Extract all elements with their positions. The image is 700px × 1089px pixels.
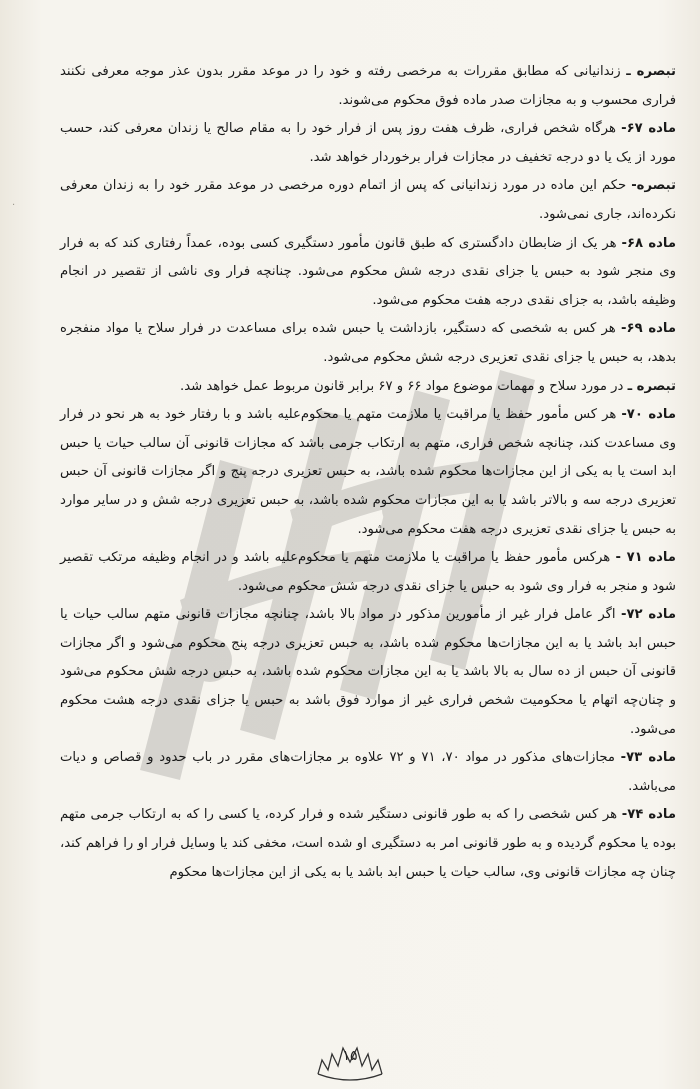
- paragraph-article-73: [60, 744, 676, 801]
- paragraph-label: ماده ۷۳-: [620, 750, 676, 766]
- paragraph-article-69: [60, 315, 676, 372]
- page-number-ornament: [310, 1030, 390, 1082]
- paragraph-article-70: [60, 401, 676, 544]
- paragraph-text: مجازات‌های مذکور در مواد ۷۰، ۷۱ و ۷۲ علاوه بر مجازات‌های مقرر در باب حدود و قصاص و دیات می‌باشد.: [60, 750, 676, 794]
- paragraph-text: هر کس مأمور حفظ یا مراقبت یا ملازمت متهم یا محکوم‌علیه باشد و با رفتار خود به هر نحو در فرار وی مساعدت کند، چنانچه شخص فراری، متهم به ارتکاب جرمی باشد که مجازات قانونی آن سالب حیات یا حبس ابد است یا به یکی از این مجازات‌ها محکوم شده باشد، به حبس تعزیری درجه پنج و اگر مجازات قانونی آن حبس تعزیری درجه سه و بالاتر باشد یا به این مجازات محکوم شده باشد، به حبس تعزیری درجه شش و در سایر موارد به حبس یا جزای نقدی تعزیری درجه هفت محکوم می‌شود.: [60, 407, 676, 537]
- paragraph-article-74: [60, 801, 676, 887]
- paragraph-text: در مورد سلاح و مهمات موضوع مواد ۶۶ و ۶۷ برابر قانون مربوط عمل خواهد شد.: [180, 378, 628, 394]
- paragraph-text: حکم این ماده در مورد زندانیانی که پس از اتمام دوره مرخصی در موعد مقرر خود را به زندان معرفی نکرده‌اند، جاری نمی‌شود.: [60, 178, 676, 222]
- paragraph-article-67: [60, 115, 676, 172]
- paragraph-text: هر کس به شخصی که دستگیر، بازداشت یا حبس شده برای مساعدت در فرار سلاح یا مواد منفجره بدهد، به حبس یا جزای نقدی تعزیری درجه شش محکوم می‌شود.: [60, 321, 676, 365]
- paragraph-note-3: [60, 373, 676, 402]
- paragraph-label: ماده ۷۰-: [621, 407, 676, 423]
- paragraph-article-68: [60, 230, 676, 316]
- paragraph-text: زندانیانی که مطابق مقررات به مرخصی رفته و خود را در موعد مقرر بدون عذر موجه معرفی نکنند فراری محسوب و به مجازات صدر ماده فوق محکوم می‌شوند.: [60, 64, 676, 108]
- paragraph-label: تبصره ـ: [627, 378, 676, 394]
- paragraph-text: هرگاه شخص فراری، ظرف هفت روز پس از فرار خود را به مقام صالح یا زندان معرفی کند، حسب مورد از یک یا دو درجه تخفیف در مجازات فرار برخوردار خواهد شد.: [60, 121, 676, 165]
- paragraph-label: ماده ۶۹-: [621, 321, 676, 337]
- paragraph-note-2: [60, 172, 676, 229]
- paragraph-text: هرکس مأمور حفظ یا مراقبت یا ملازمت متهم یا محکوم‌علیه باشد و در انجام وظیفه مرتکب تقصیر شود و منجر به فرار وی شود به حبس یا جزای نقدی درجه شش محکوم می‌شود.: [60, 550, 676, 594]
- paragraph-note-1: [60, 58, 676, 115]
- margin-speck: ·: [12, 200, 16, 211]
- page-number: ۱۵: [342, 1048, 358, 1064]
- paragraph-label: ماده ۷۲-: [620, 607, 676, 623]
- paragraph-label: ماده ۶۸-: [621, 235, 677, 251]
- paragraph-text: اگر عامل فرار غیر از مأمورین مذکور در مواد بالا باشد، چنانچه مجازات قانونی متهم سالب حیات یا حبس ابد باشد یا به این مجازات‌ها محکوم شده باشد، به حبس تعزیری درجه پنج محکوم می‌شود و اگر مجازات قانونی آن حبس از ده سال به بالا باشد یا به این مجازات محکوم شده باشد، به حبس درجه شش محکوم می‌شود و چنان‌چه اتهام یا محکومیت شخص فراری غیر از موارد فوق باشد به حبس یا جزای نقدی درجه هشت محکوم می‌شود.: [60, 607, 676, 737]
- paragraph-label: ماده ۶۷-: [621, 121, 676, 137]
- paragraph-label: ماده ۷۱ -: [615, 550, 676, 566]
- paragraph-text: هر کس شخصی را که به طور قانونی دستگیر شده و فرار کرده، یا کسی را که به ارتکاب جرمی متهم بوده یا محکوم گردیده و به طور قانونی امر به دستگیری او شده است، مخفی کند یا وسایل فرار او را فراهم کند، چنان چه مجازات قانونی وی، سالب حیات یا حبس ابد باشد یا به یکی از این مجازات‌ها محکوم: [60, 807, 676, 880]
- paragraph-text: هر یک از ضابطان دادگستری که طبق قانون مأمور دستگیری کسی بوده، عمداً رفتاری کند که به فرار وی منجر شود به حبس یا جزای نقدی درجه شش محکوم می‌شود. چنانچه فرار وی ناشی از تقصیر در انجام وظیفه باشد، به جزای نقدی درجه هفت محکوم می‌شود.: [60, 235, 676, 308]
- paragraph-label: ماده ۷۴-: [621, 807, 676, 823]
- paragraph-label: تبصره-: [631, 178, 676, 194]
- paragraph-label: تبصره ـ: [626, 64, 676, 79]
- document-body: [60, 58, 676, 887]
- paragraph-article-71: [60, 544, 676, 601]
- paragraph-article-72: [60, 601, 676, 744]
